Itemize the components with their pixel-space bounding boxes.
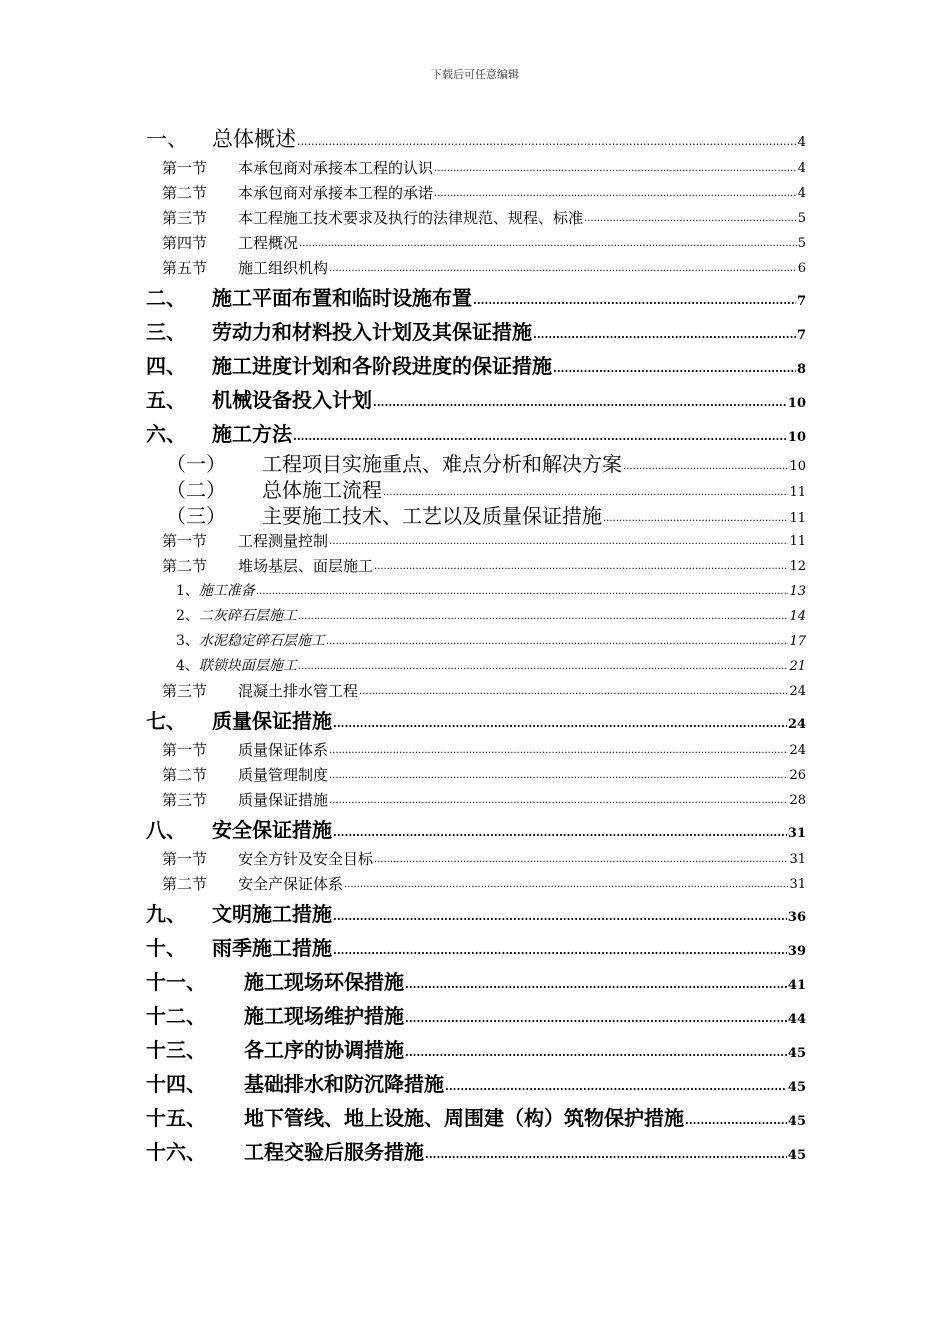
dot-leader (333, 718, 787, 729)
toc-entry[interactable] (146, 738, 806, 763)
toc-entry-page: 24 (789, 743, 806, 758)
toc-entry[interactable] (146, 847, 806, 872)
toc-entry-number: 二、 (146, 286, 186, 310)
toc-entry-number: 第一节 (162, 741, 208, 759)
toc-entry-title: 施工组织机构 (238, 259, 329, 277)
toc-entry-page: 13 (789, 584, 806, 599)
dot-leader (374, 562, 788, 572)
toc-entry-title: 施工现场环保措施 (244, 970, 404, 994)
toc-entry-number: 第三节 (162, 209, 208, 227)
table-of-contents (146, 122, 806, 1169)
toc-entry[interactable] (146, 1067, 806, 1101)
toc-entry-page: 24 (789, 684, 806, 699)
toc-entry-title: 本承包商对承接本工程的认识 (238, 159, 434, 177)
toc-entry-title: 安全保证措施 (212, 818, 332, 842)
toc-entry[interactable] (146, 679, 806, 704)
toc-entry[interactable] (146, 999, 806, 1033)
toc-entry-number: 第四节 (162, 234, 208, 252)
toc-entry-title: 施工现场维护措施 (244, 1004, 404, 1028)
toc-entry-number: 3、 (176, 633, 199, 649)
toc-entry-page: 11 (789, 534, 806, 549)
toc-entry-title: 质量保证措施 (212, 709, 332, 733)
toc-entry-page: 26 (789, 768, 806, 783)
toc-entry-page: 41 (787, 978, 806, 993)
toc-entry[interactable] (146, 763, 806, 788)
toc-entry[interactable] (146, 554, 806, 579)
dot-leader (333, 911, 787, 922)
toc-entry-number: 十三、 (146, 1038, 206, 1062)
toc-entry-title: 总体施工流程 (262, 478, 382, 502)
dot-leader (298, 662, 789, 672)
toc-entry-title: 工程概况 (238, 234, 299, 252)
toc-entry-number: 第二节 (162, 557, 208, 575)
dot-leader (405, 979, 787, 990)
toc-entry[interactable] (146, 256, 806, 281)
toc-entry-page: 31 (789, 877, 806, 892)
toc-entry[interactable] (146, 281, 806, 315)
toc-entry[interactable] (146, 965, 806, 999)
toc-entry-title: 二灰碎石层施工 (198, 608, 297, 624)
toc-entry-title: 堆场基层、面层施工 (238, 557, 374, 575)
dot-leader (333, 827, 787, 838)
toc-entry-title: 雨季施工措施 (212, 936, 332, 960)
toc-entry-title: 基础排水和防沉降措施 (244, 1072, 444, 1096)
toc-entry-number: 十、 (146, 936, 186, 960)
toc-entry-title: 质量保证措施 (238, 791, 329, 809)
toc-entry[interactable] (146, 349, 806, 383)
toc-entry-number: 四、 (146, 354, 186, 378)
toc-entry-page: 21 (789, 659, 806, 674)
toc-entry-title: 总体概述 (212, 127, 296, 151)
toc-entry[interactable] (146, 704, 806, 738)
toc-entry-title: 水泥稳定碎石层施工 (198, 633, 325, 649)
dot-leader (297, 136, 797, 147)
dot-leader (685, 1115, 787, 1126)
toc-entry-title: 联锁块面层施工 (198, 658, 297, 674)
toc-entry-page: 11 (789, 511, 806, 526)
toc-entry-page: 11 (789, 485, 806, 500)
toc-entry-number: 第五节 (162, 259, 208, 277)
toc-entry-number: 五、 (146, 388, 186, 412)
toc-entry-number: 第一节 (162, 850, 208, 868)
dot-leader (299, 239, 797, 249)
dot-leader (333, 945, 787, 956)
toc-entry-title: 工程项目实施重点、难点分析和解决方案 (262, 452, 622, 476)
toc-entry-number: 2、 (176, 608, 199, 624)
dot-leader (329, 264, 797, 274)
toc-entry-number: 4、 (176, 658, 199, 674)
toc-entry-page: 31 (787, 826, 806, 841)
toc-entry-page: 10 (787, 396, 806, 411)
toc-entry-page: 45 (787, 1046, 806, 1061)
toc-entry[interactable] (146, 383, 806, 417)
toc-entry-number: 十一、 (146, 970, 206, 994)
toc-entry[interactable] (146, 181, 806, 206)
toc-entry-title: 施工平面布置和临时设施布置 (212, 286, 472, 310)
toc-entry[interactable] (146, 206, 806, 231)
dot-leader (473, 295, 796, 306)
toc-entry[interactable] (146, 122, 806, 156)
toc-entry[interactable] (146, 872, 806, 897)
dot-leader (405, 1013, 787, 1024)
toc-entry[interactable] (146, 315, 806, 349)
toc-entry-number: 第二节 (162, 184, 208, 202)
dot-leader (359, 687, 788, 697)
dot-leader (434, 189, 797, 199)
dot-leader (373, 397, 787, 408)
toc-entry-title: 安全产保证体系 (238, 875, 344, 893)
toc-entry-number: 九、 (146, 902, 186, 926)
toc-entry-title: 工程交验后服务措施 (244, 1140, 424, 1164)
toc-entry-number: 十二、 (146, 1004, 206, 1028)
toc-entry-page: 24 (787, 717, 806, 732)
toc-entry-title: 施工方法 (212, 422, 292, 446)
toc-entry-title: 安全方针及安全目标 (238, 850, 374, 868)
toc-entry-page: 39 (787, 944, 806, 959)
toc-entry[interactable] (146, 417, 806, 451)
dot-leader (405, 1047, 787, 1058)
toc-entry-number: 十五、 (146, 1106, 206, 1130)
toc-entry[interactable] (146, 897, 806, 931)
toc-entry-title: 各工序的协调措施 (244, 1038, 404, 1062)
dot-leader (326, 637, 789, 647)
dot-leader (533, 329, 796, 340)
toc-entry-number: 三、 (146, 320, 186, 344)
toc-entry-page: 6 (797, 261, 806, 276)
toc-entry-page: 45 (787, 1114, 806, 1129)
toc-entry-page: 28 (789, 793, 806, 808)
toc-entry[interactable] (146, 156, 806, 181)
toc-entry-number: （三） (166, 504, 226, 528)
toc-entry-title: 质量管理制度 (238, 766, 329, 784)
toc-entry-number: 第一节 (162, 532, 208, 550)
toc-entry-title: 混凝土排水管工程 (238, 682, 359, 700)
toc-entry-number: 六、 (146, 422, 186, 446)
toc-entry[interactable] (146, 604, 806, 629)
dot-leader (383, 488, 788, 498)
toc-entry-number: 八、 (146, 818, 186, 842)
toc-entry-page: 4 (797, 161, 806, 176)
dot-leader (603, 514, 788, 524)
toc-entry[interactable] (146, 529, 806, 554)
toc-entry-page: 7 (796, 328, 806, 343)
toc-entry-page: 17 (789, 634, 806, 649)
toc-entry-number: （二） (166, 478, 226, 502)
toc-entry-page: 10 (789, 459, 806, 474)
toc-entry-number: 十六、 (146, 1140, 206, 1164)
toc-entry-number: 第三节 (162, 682, 208, 700)
toc-entry-page: 4 (797, 186, 806, 201)
toc-entry-number: 十四、 (146, 1072, 206, 1096)
toc-entry[interactable] (146, 813, 806, 847)
toc-entry[interactable] (146, 477, 806, 503)
toc-entry-number: 第一节 (162, 159, 208, 177)
toc-entry-number: 第二节 (162, 875, 208, 893)
toc-entry-title: 本承包商对承接本工程的承诺 (238, 184, 434, 202)
toc-entry-page: 44 (787, 1012, 806, 1027)
dot-leader (425, 1149, 787, 1160)
toc-entry[interactable] (146, 788, 806, 813)
toc-entry-title: 施工进度计划和各阶段进度的保证措施 (212, 354, 552, 378)
toc-entry[interactable] (146, 503, 806, 529)
toc-entry-title: 劳动力和材料投入计划及其保证措施 (212, 320, 532, 344)
dot-leader (445, 1081, 787, 1092)
toc-entry-title: 地下管线、地上设施、周围建（构）筑物保护措施 (244, 1106, 684, 1130)
dot-leader (298, 612, 789, 622)
toc-entry-page: 36 (787, 910, 806, 925)
toc-entry-number: 七、 (146, 709, 186, 733)
toc-entry-title: 工程测量控制 (238, 532, 329, 550)
toc-entry-number: 第二节 (162, 766, 208, 784)
toc-entry-number: （一） (166, 452, 226, 476)
dot-leader (329, 771, 788, 781)
toc-entry-page: 7 (796, 294, 806, 309)
toc-entry[interactable] (146, 579, 806, 604)
dot-leader (553, 363, 796, 374)
toc-entry[interactable] (146, 1033, 806, 1067)
toc-entry[interactable] (146, 931, 806, 965)
toc-entry[interactable] (146, 1135, 806, 1169)
toc-entry[interactable] (146, 654, 806, 679)
dot-leader (329, 796, 788, 806)
toc-entry-page: 10 (787, 430, 806, 445)
toc-entry-page: 45 (787, 1148, 806, 1163)
toc-entry-page: 31 (789, 852, 806, 867)
toc-entry-page: 8 (796, 362, 806, 377)
header-note: 下载后可任意编辑 (431, 68, 519, 81)
toc-entry-page: 45 (787, 1080, 806, 1095)
toc-entry-page: 12 (789, 559, 806, 574)
toc-entry-page: 14 (789, 609, 806, 624)
toc-entry-page: 5 (797, 211, 806, 226)
toc-entry-number: 第三节 (162, 791, 208, 809)
toc-entry-title: 机械设备投入计划 (212, 388, 372, 412)
toc-entry[interactable] (146, 1101, 806, 1135)
dot-leader (256, 587, 789, 597)
toc-entry-title: 文明施工措施 (212, 902, 332, 926)
toc-entry-page: 5 (797, 236, 806, 251)
toc-entry-title: 质量保证体系 (238, 741, 329, 759)
dot-leader (293, 431, 787, 442)
toc-entry-title: 本工程施工技术要求及执行的法律规范、规程、标准 (238, 209, 584, 227)
toc-entry-title: 施工准备 (198, 583, 255, 599)
toc-entry[interactable] (146, 629, 806, 654)
toc-entry[interactable] (146, 231, 806, 256)
dot-leader (623, 462, 788, 472)
dot-leader (434, 164, 797, 174)
toc-entry-number: 一、 (146, 127, 188, 151)
toc-entry-title: 主要施工技术、工艺以及质量保证措施 (262, 504, 602, 528)
toc-entry-number: 1、 (176, 583, 199, 599)
toc-entry-page: 4 (797, 135, 806, 150)
dot-leader (329, 537, 788, 547)
dot-leader (344, 880, 788, 890)
dot-leader (329, 746, 788, 756)
dot-leader (584, 214, 797, 224)
dot-leader (374, 855, 788, 865)
toc-entry[interactable] (146, 451, 806, 477)
